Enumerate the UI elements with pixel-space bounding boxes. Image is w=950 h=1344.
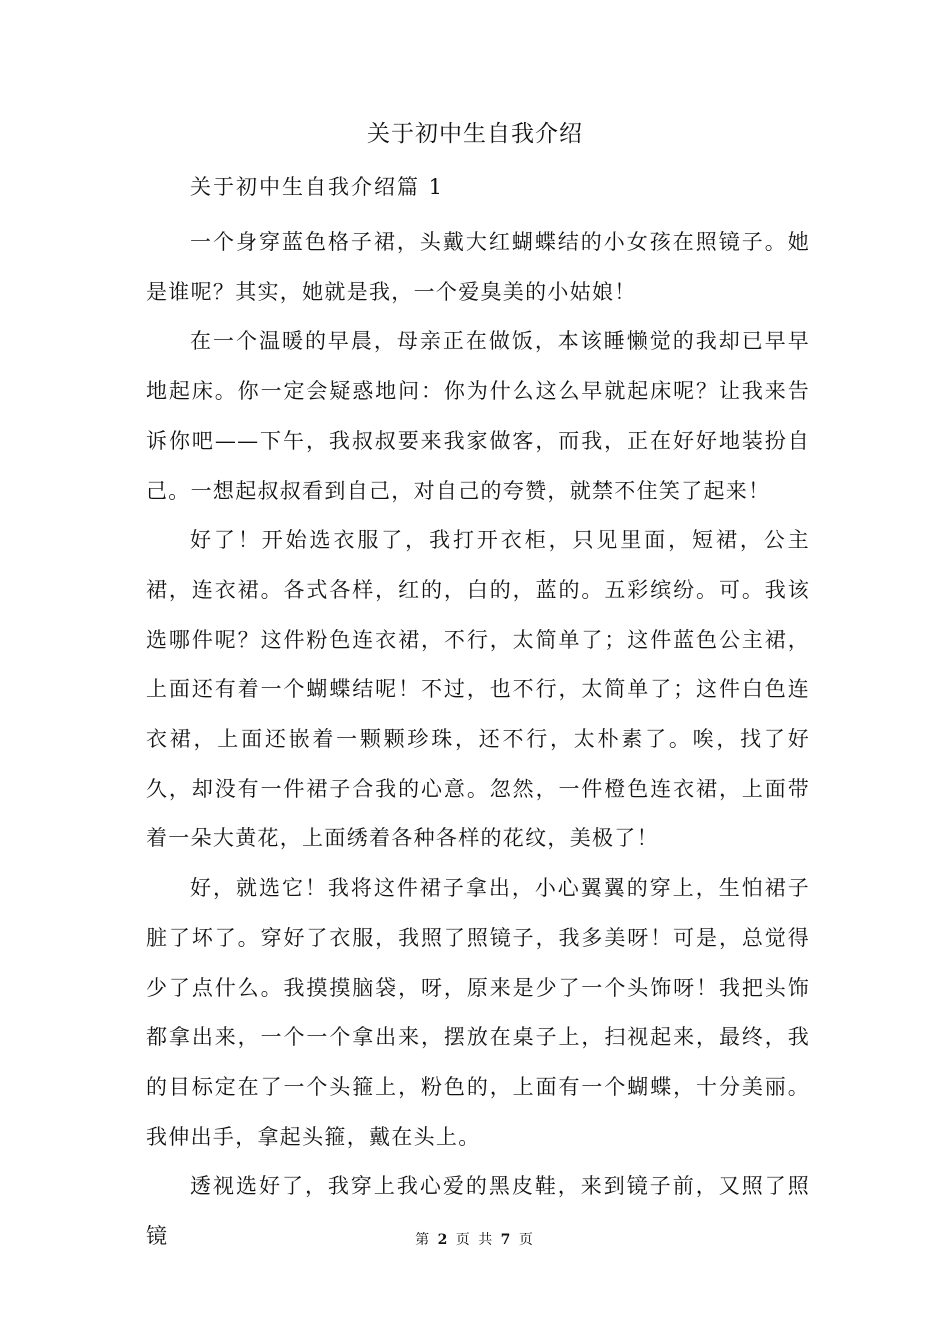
footer-suffix: 页 (518, 1232, 535, 1248)
paragraph-5: 透视选好了，我穿上我心爱的黑皮鞋，来到镜子前，又照了照镜 (146, 1174, 810, 1249)
paragraph-4: 好，就选它！我将这件裙子拿出，小心翼翼的穿上，生怕裙子脏了坏了。穿好了衣服，我照了照镜子，我多美呀！可是，总觉得少了点什么。我摸摸脑袋，呀，原来是少了一个头饰呀！我把头饰都拿出来，一个一个拿出来，摆放在桌子上，扫视起来，最终，我的目标定在了一个头箍上，粉色的，上面有一个蝴蝶，十分美丽。我伸出手，拿起头箍，戴在头上。 (146, 876, 810, 1149)
section-heading: 关于初中生自我介绍篇 1 (190, 175, 445, 199)
footer-prefix: 第 (415, 1232, 432, 1248)
paragraph-3: 好了！开始选衣服了，我打开衣柜，只见里面，短裙，公主裙，连衣裙。各式各样，红的，白的，蓝的。五彩缤纷。可。我该选哪件呢？这件粉色连衣裙，不行，太简单了；这件蓝色公主裙，上面还有着一个蝴蝶结呢！不过，也不行，太简单了；这件白色连衣裙，上面还嵌着一颗颗珍珠，还不行，太朴素了。唉，找了好久，却没有一件裙子合我的心意。忽然，一件橙色连衣裙，上面带着一朵大黄花，上面绣着各种各样的花纹，美极了！ (146, 528, 810, 851)
footer-middle: 页 共 (455, 1232, 495, 1248)
page-title: 关于初中生自我介绍 (367, 121, 583, 147)
paragraph-1: 一个身穿蓝色格子裙，头戴大红蝴蝶结的小女孩在照镜子。她是谁呢？其实，她就是我，一个爱臭美的小姑娘！ (146, 230, 810, 304)
body-text (146, 218, 810, 1262)
total-pages-number: 7 (500, 1232, 513, 1248)
current-page-number: 2 (437, 1232, 450, 1248)
paragraph-2: 在一个温暖的早晨，母亲正在做饭，本该睡懒觉的我却已早早地起床。你一定会疑惑地问：你为什么这么早就起床呢？让我来告诉你吧——下午，我叔叔要来我家做客，而我，正在好好地装扮自己。一想起叔叔看到自己，对自己的夸赞，就禁不住笑了起来！ (146, 329, 810, 503)
page-footer (0, 1228, 950, 1252)
